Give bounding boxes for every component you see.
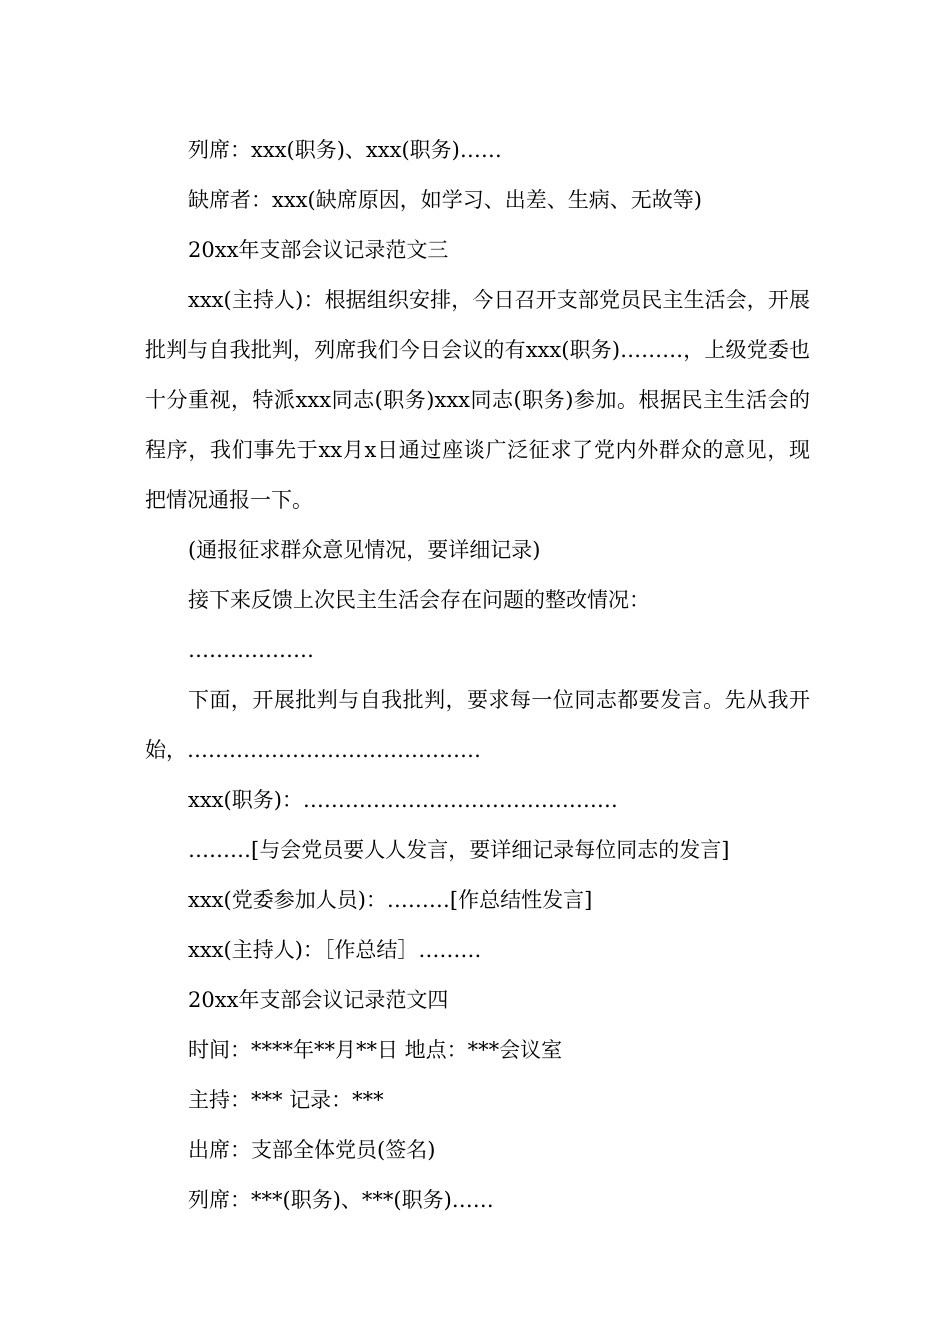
section-heading-four: 20xx年支部会议记录范文四 [188, 988, 449, 1012]
criticism-paragraph: 下面，开展批判与自我批判，要求每一位同志都要发言。先从我开始，…………………………………… [145, 688, 810, 762]
present-line: 出席：支部全体党员(签名) [188, 1138, 436, 1162]
ellipsis-line: ……………… [188, 638, 314, 662]
section-heading-three: 20xx年支部会议记录范文三 [188, 238, 449, 262]
attendees-line: 列席：xxx(职务)、xxx(职务)…… [188, 138, 502, 162]
speaker-line: xxx(职务)：……………………………………… [188, 788, 618, 812]
member-speech-note: ………[与会党员要人人发言，要详细记录每位同志的发言] [188, 838, 730, 862]
absentees-line: 缺席者：xxx(缺席原因，如学习、出差、生病、无故等) [188, 188, 702, 212]
note-opinion-report: (通报征求群众意见情况，要详细记录) [188, 538, 541, 562]
rectification-feedback-line: 接下来反馈上次民主生活会存在问题的整改情况： [188, 588, 650, 612]
document-body [145, 125, 810, 1225]
time-place-line: 时间：****年**月**日 地点：***会议室 [188, 1038, 563, 1062]
committee-summary-line: xxx(党委参加人员)：………[作总结性发言] [188, 888, 593, 912]
attendees-line-four: 列席：***(职务)、***(职务)…… [188, 1188, 494, 1212]
host-summary-line: xxx(主持人)：［作总结］……… [188, 938, 482, 962]
host-recorder-line: 主持：*** 记录：*** [188, 1088, 384, 1112]
host-opening-paragraph: xxx(主持人)：根据组织安排，今日召开支部党员民主生活会，开展批判与自我批判，列席我们今日会议的有xxx(职务)………，上级党委也十分重视，特派xxx同志(职务)xxx同志(职务)参加。根据民主生活会的程序，我们事先于xx月x日通过座谈广泛征求了党内外群众的意见，现把情况通报一下。 [145, 288, 810, 512]
